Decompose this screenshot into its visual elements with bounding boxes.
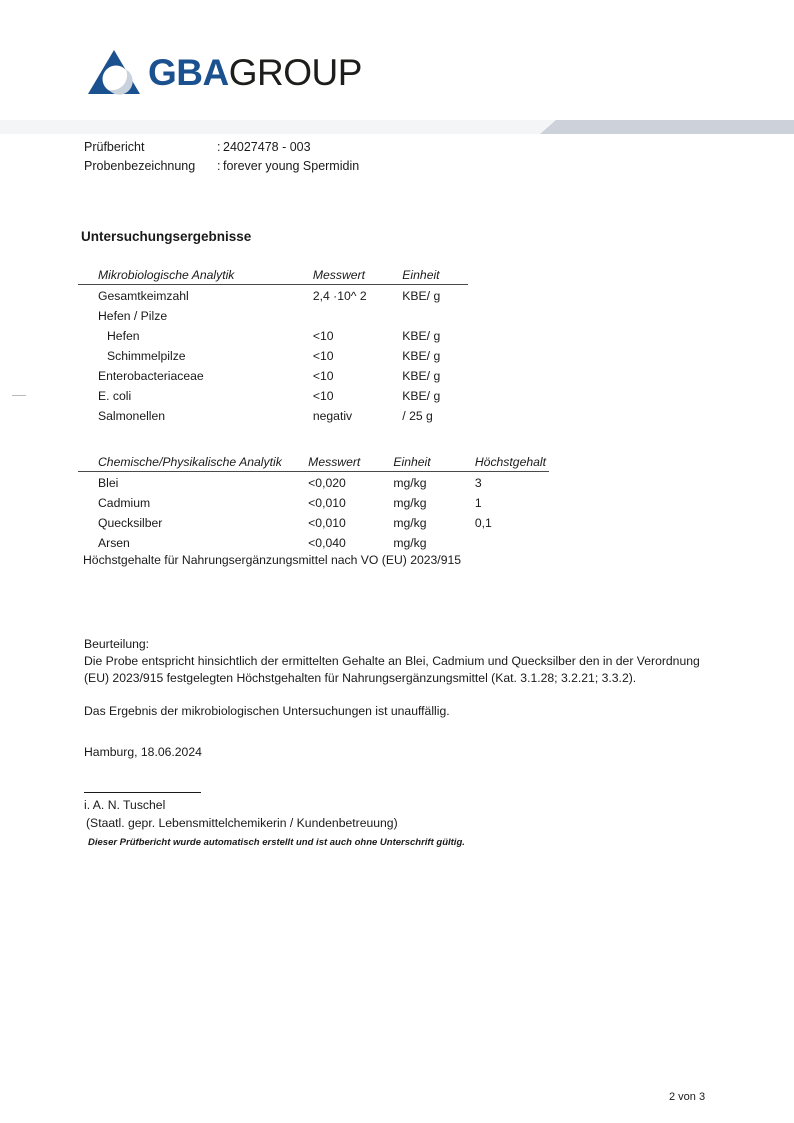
table-row — [78, 493, 549, 513]
table-row — [78, 513, 549, 533]
column-header-chem-analysis: Chemische/Physikalische Analytik — [78, 455, 308, 472]
signature-block — [84, 792, 465, 848]
signatory-role: (Staatl. gepr. Lebensmittelchemikerin / Kundenbetreuung) — [86, 816, 398, 830]
cell-parameter-unit — [402, 306, 468, 326]
meta-colon-1: : — [217, 159, 221, 173]
table-header-row — [78, 268, 468, 285]
report-meta — [84, 138, 359, 176]
table-row — [78, 366, 468, 386]
cell-parameter-maxlevel: 3 — [474, 476, 482, 490]
fold-mark — [12, 395, 26, 396]
cell-parameter-value: <10 — [312, 369, 334, 383]
table-header-row — [78, 455, 549, 472]
brand-name-light: GROUP — [228, 51, 362, 93]
cell-parameter-maxlevel: 0,1 — [474, 516, 492, 530]
cell-parameter-unit: mg/kg — [393, 536, 427, 550]
chemistry-results-table — [78, 455, 549, 553]
max-levels-note: Höchstgehalte für Nahrungsergänzungsmittel nach VO (EU) 2023/915 — [83, 553, 462, 567]
cell-parameter-value: <0,010 — [308, 496, 346, 510]
column-header-chem-unit: Einheit — [393, 455, 456, 472]
table-row — [78, 386, 468, 406]
table-row — [78, 285, 468, 307]
cell-parameter-value: <0,040 — [308, 536, 346, 550]
cell-parameter-name: Schimmelpilze — [107, 349, 186, 363]
cell-parameter-maxlevel: 1 — [474, 496, 482, 510]
brand-logo — [86, 44, 362, 100]
signatory-name: i. A. N. Tuschel — [84, 798, 166, 812]
header-band — [0, 120, 794, 134]
header-band-right — [540, 120, 794, 134]
column-header-micro-analysis: Mikrobiologische Analytik — [78, 268, 313, 285]
cell-parameter-value: <10 — [312, 329, 334, 343]
cell-parameter-value — [313, 306, 402, 326]
column-header-chem-value: Messwert — [308, 455, 393, 472]
cell-parameter-name: Salmonellen — [98, 409, 166, 423]
cell-parameter-value: 2,4 ·10^ 2 — [312, 289, 367, 303]
cell-parameter-name: Cadmium — [98, 496, 151, 510]
table-row — [78, 533, 549, 553]
cell-parameter-name: Blei — [98, 476, 119, 490]
header-band-left — [0, 120, 560, 134]
table-row — [78, 326, 468, 346]
assessment-paragraph-1: Die Probe entspricht hinsichtlich der ermittelten Gehalte an Blei, Cadmium und Quecksilber den in der Verordnung (EU) 2023/915 festgelegten Höchstgehalten für Nahrungsergänzungsmittel (Kat. 3.1.28; 3.2.21; 3.3.2). — [84, 654, 700, 685]
assessment-spacer — [84, 687, 709, 703]
table-row — [78, 406, 468, 426]
cell-parameter-unit: KBE/ g — [402, 349, 441, 363]
meta-value-sample-name: forever young Spermidin — [223, 159, 360, 173]
assessment-section — [84, 636, 709, 720]
assessment-heading: Beurteilung: — [84, 637, 150, 651]
cell-parameter-unit: mg/kg — [393, 496, 427, 510]
cell-parameter-unit: / 25 g — [402, 409, 433, 423]
cell-parameter-name: Gesamtkeimzahl — [98, 289, 189, 303]
cell-parameter-value: <0,010 — [308, 516, 346, 530]
table-row — [78, 346, 468, 366]
cell-parameter-name: E. coli — [98, 389, 132, 403]
table-row — [78, 306, 468, 326]
brand-name-bold: GBA — [148, 51, 229, 93]
column-header-micro-unit: Einheit — [402, 268, 468, 285]
page-number: 2 von 3 — [669, 1091, 706, 1103]
cell-parameter-name: Arsen — [98, 536, 130, 550]
meta-row-sample-name — [84, 157, 359, 176]
microbiology-results-table — [78, 268, 468, 426]
brand-wordmark — [148, 51, 362, 93]
page-title: Untersuchungsergebnisse — [81, 229, 252, 244]
meta-value-report-number: 24027478 - 003 — [223, 140, 311, 154]
meta-label-report-number: Prüfbericht — [84, 140, 145, 154]
cell-parameter-maxlevel — [456, 533, 549, 553]
table-row — [78, 472, 549, 494]
cell-parameter-name: Quecksilber — [98, 516, 163, 530]
cell-parameter-name: Enterobacteriaceae — [98, 369, 204, 383]
cell-parameter-value: <10 — [312, 349, 334, 363]
gba-triangle-crescent-logo — [86, 47, 142, 97]
meta-colon-0: : — [217, 140, 221, 154]
assessment-paragraph-2: Das Ergebnis der mikrobiologischen Untersuchungen ist unauffällig. — [84, 704, 450, 718]
cell-parameter-unit: KBE/ g — [402, 389, 441, 403]
cell-parameter-value: <10 — [312, 389, 334, 403]
cell-parameter-name: Hefen / Pilze — [98, 309, 168, 323]
cell-parameter-name: Hefen — [107, 329, 140, 343]
cell-parameter-unit: KBE/ g — [402, 289, 441, 303]
cell-parameter-unit: mg/kg — [393, 476, 427, 490]
meta-label-sample-name: Probenbezeichnung — [84, 159, 196, 173]
meta-row-report-number — [84, 138, 359, 157]
column-header-chem-maxlevel: Höchstgehalt — [456, 455, 549, 472]
signature-rule — [84, 792, 201, 793]
cell-parameter-value: negativ — [312, 409, 353, 423]
place-and-date: Hamburg, 18.06.2024 — [84, 745, 202, 759]
cell-parameter-value: <0,020 — [308, 476, 346, 490]
cell-parameter-unit: KBE/ g — [402, 369, 441, 383]
column-header-micro-value: Messwert — [313, 268, 402, 285]
cell-parameter-unit: KBE/ g — [402, 329, 441, 343]
auto-generated-note: Dieser Prüfbericht wurde automatisch erstellt und ist auch ohne Unterschrift gültig. — [88, 837, 465, 848]
cell-parameter-unit: mg/kg — [393, 516, 427, 530]
